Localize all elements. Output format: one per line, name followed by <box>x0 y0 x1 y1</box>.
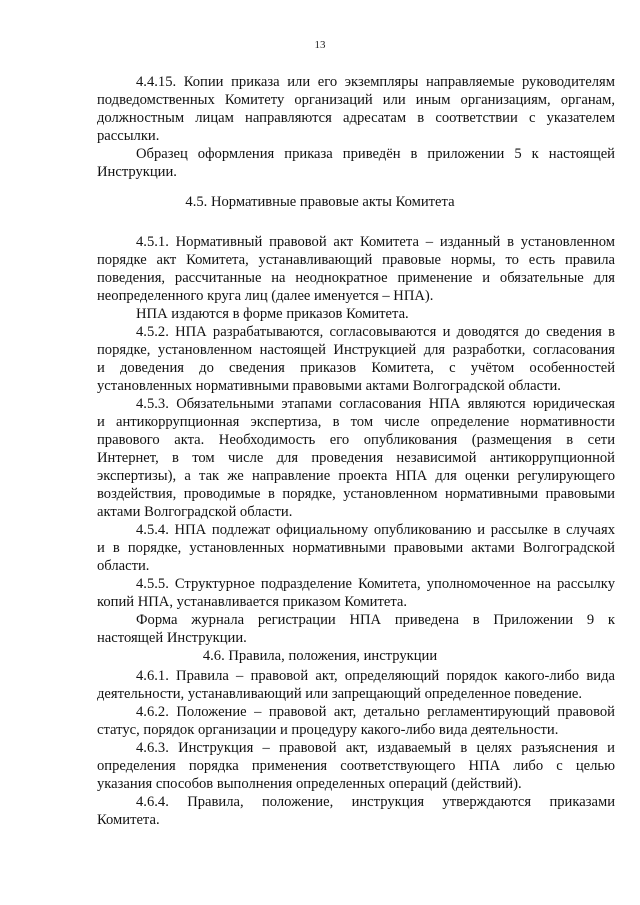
text-line: копий НПА, устанавливается приказом Комитета. <box>97 594 408 610</box>
text-line: определения порядка применения соответствующего НПА либо с целью <box>97 758 615 774</box>
text-line: НПА издаются в форме приказов Комитета. <box>136 306 409 322</box>
text-line: порядке акт Комитета, устанавливающий правовые нормы, то есть правила <box>97 252 615 268</box>
text-line: 4.6.3. Инструкция – правовой акт, издаваемый в целях разъяснения и <box>136 740 615 756</box>
section-heading: 4.6. Правила, положения, инструкции <box>202 648 438 664</box>
text-line: 4.5.5. Структурное подразделение Комитета, уполномоченное на рассылку <box>136 576 615 592</box>
text-line: 4.6.4. Правила, положение, инструкция утверждаются приказами <box>136 794 615 810</box>
text-line: 4.5.1. Нормативный правовой акт Комитета – изданный в установленном <box>136 234 615 250</box>
text-line: Образец оформления приказа приведён в приложении 5 к настоящей <box>136 146 615 162</box>
text-line: области. <box>97 558 150 574</box>
text-line: порядке, установленном настоящей Инструкцией для разработки, согласования <box>97 342 615 358</box>
text-line: 4.5.3. Обязательными этапами согласования НПА являются юридическая <box>136 396 615 412</box>
text-line: рассылки. <box>97 128 160 144</box>
text-line: статус, порядок организации и процедуру какого-либо вида деятельности. <box>97 722 559 738</box>
text-line: Форма журнала регистрации НПА приведена в Приложении 9 к <box>136 612 615 628</box>
text-line: указания способов выполнения определенных операций (действий). <box>97 776 522 792</box>
text-line: 4.6.1. Правила – правовой акт, определяющий порядок какого-либо вида <box>136 668 615 684</box>
section-heading: 4.5. Нормативные правовые акты Комитета <box>185 194 455 210</box>
text-line: неопределенного круга лиц (далее именуется – НПА). <box>97 288 434 304</box>
page-number: 13 <box>314 39 326 51</box>
text-line: Интернет, в том числе для проведения независимой антикоррупционной <box>97 450 615 466</box>
text-line: подведомственных Комитету организаций или иным организациям, органам, <box>97 92 615 108</box>
text-line: Комитета. <box>97 812 160 828</box>
text-line: 4.4.15. Копии приказа или его экземпляры направляемые руководителям <box>136 74 615 90</box>
text-line: Инструкции. <box>97 164 177 180</box>
text-line: воздействия, проводимые в порядке, установленном нормативными правовыми <box>97 486 615 502</box>
text-line: деятельности, устанавливающий или запрещающий определенное поведение. <box>97 686 583 702</box>
text-line: 4.5.2. НПА разрабатываются, согласовываются и доводятся до сведения в <box>136 324 615 340</box>
text-line: правового акта. Необходимость его опубликования (размещения в сети <box>97 432 615 448</box>
text-line: и антикоррупционная экспертиза, в том числе определение нормативности <box>97 414 615 430</box>
text-line: установленных нормативными правовыми актами Волгоградской области. <box>97 378 561 394</box>
text-line: экспертизы), а так же направление проекта НПА для оценки регулирующего <box>97 468 615 484</box>
text-line: и в порядке, установленных нормативными правовыми актами Волгоградской <box>97 540 615 556</box>
text-line: 4.6.2. Положение – правовой акт, детально регламентирующий правовой <box>136 704 615 720</box>
text-line: актами Волгоградской области. <box>97 504 293 520</box>
text-line: поведения, рассчитанные на неоднократное применение и обязательные для <box>97 270 615 286</box>
text-line: настоящей Инструкции. <box>97 630 247 646</box>
text-line: должностным лицам направляются адресатам в соответствии с указателем <box>97 110 615 126</box>
text-line: и доведения до сведения приказов Комитета, с учётом особенностей <box>97 360 615 376</box>
text-line: 4.5.4. НПА подлежат официальному опубликованию и рассылке в случаях <box>136 522 615 538</box>
